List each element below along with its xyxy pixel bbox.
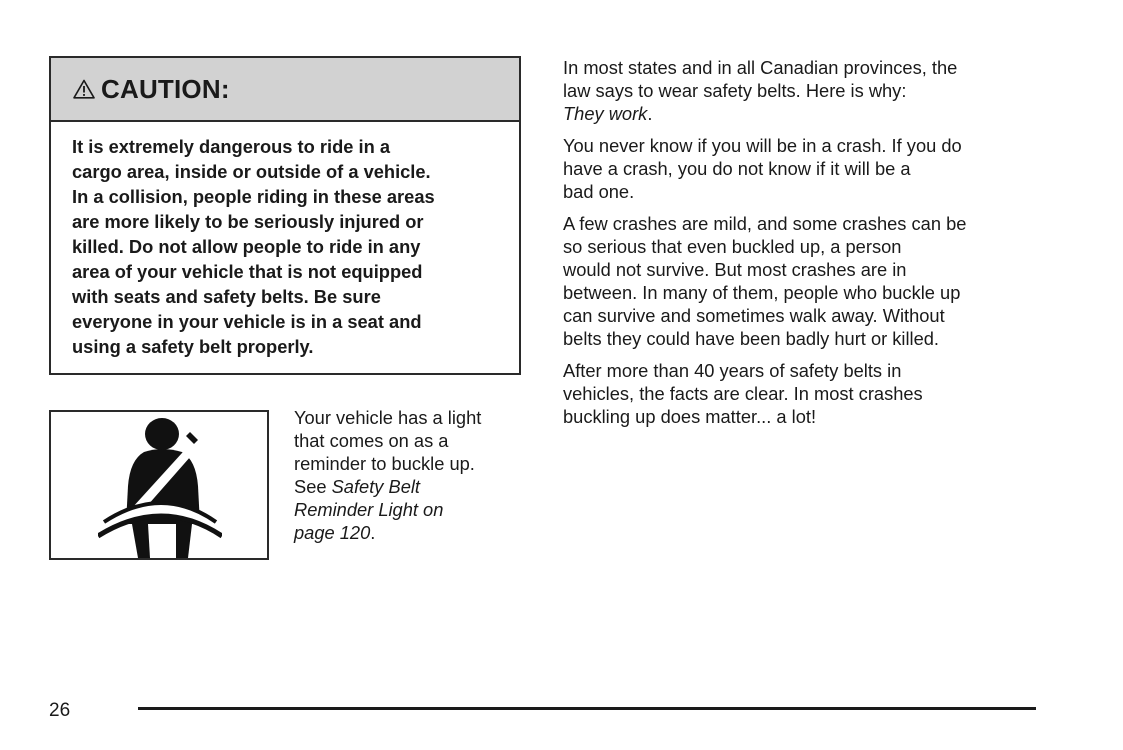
warning-triangle-icon <box>73 79 95 99</box>
caution-line: In a collision, people riding in these areas <box>72 186 435 207</box>
reminder-line <box>294 498 524 521</box>
text-line: so serious that even buckled up, a person <box>563 236 902 257</box>
paragraph-facts <box>563 359 1043 428</box>
caution-line: cargo area, inside or outside of a vehicle. <box>72 161 431 182</box>
text-line: You never know if you will be in a crash. If you do <box>563 135 962 156</box>
caution-title: CAUTION: <box>101 73 230 104</box>
caution-line: using a safety belt properly. <box>72 336 314 357</box>
seatbelt-reminder-icon <box>98 414 222 558</box>
cross-reference-link[interactable]: Reminder Light on <box>294 499 444 520</box>
text-line: have a crash, you do not know if it will be a <box>563 158 911 179</box>
reminder-line <box>294 521 524 544</box>
right-column <box>563 56 1043 437</box>
text-line: would not survive. But most crashes are in <box>563 259 907 280</box>
footer-divider <box>138 707 1036 710</box>
caution-box <box>49 56 521 375</box>
text-line: A few crashes are mild, and some crashes can be <box>563 213 967 234</box>
caution-line: killed. Do not allow people to ride in any <box>72 236 421 257</box>
text-line <box>563 102 1043 125</box>
caution-line: with seats and safety belts. Be sure <box>72 286 381 307</box>
text-line: vehicles, the facts are clear. In most crashes <box>563 383 923 404</box>
reminder-line: Your vehicle has a light <box>294 407 482 428</box>
seatbelt-icon-box <box>49 410 269 560</box>
text-line: belts they could have been badly hurt or killed. <box>563 328 940 349</box>
caution-text <box>51 122 519 359</box>
caution-line: are more likely to be seriously injured or <box>72 211 424 232</box>
text-line: can survive and sometimes walk away. Without <box>563 305 945 326</box>
ref-suffix: . <box>370 522 376 543</box>
caution-line: area of your vehicle that is not equipped <box>72 261 423 282</box>
cross-reference-link[interactable]: Safety Belt <box>331 476 421 497</box>
cross-reference-link[interactable]: page 120 <box>294 522 371 543</box>
text-line: between. In many of them, people who buckle up <box>563 282 961 303</box>
reminder-line: that comes on as a <box>294 430 449 451</box>
page-number: 26 <box>49 700 71 721</box>
emphasis: They work <box>563 103 648 124</box>
paragraph-belt-law <box>563 56 1043 125</box>
paragraph-crash-severity <box>563 212 1043 350</box>
paragraph-crash-unknown <box>563 134 1043 203</box>
reminder-paragraph <box>294 406 524 544</box>
caution-header <box>51 58 519 122</box>
text-line: In most states and in all Canadian provinces, the <box>563 57 958 78</box>
text-line: bad one. <box>563 181 635 202</box>
reminder-line: reminder to buckle up. <box>294 453 475 474</box>
see-prefix: See <box>294 476 332 497</box>
text-line: buckling up does matter... a lot! <box>563 406 817 427</box>
reminder-line <box>294 475 524 498</box>
text-line: After more than 40 years of safety belts in <box>563 360 902 381</box>
text-line: law says to wear safety belts. Here is why: <box>563 80 907 101</box>
caution-line: everyone in your vehicle is in a seat and <box>72 311 422 332</box>
period: . <box>647 103 653 124</box>
caution-line: It is extremely dangerous to ride in a <box>72 136 390 157</box>
